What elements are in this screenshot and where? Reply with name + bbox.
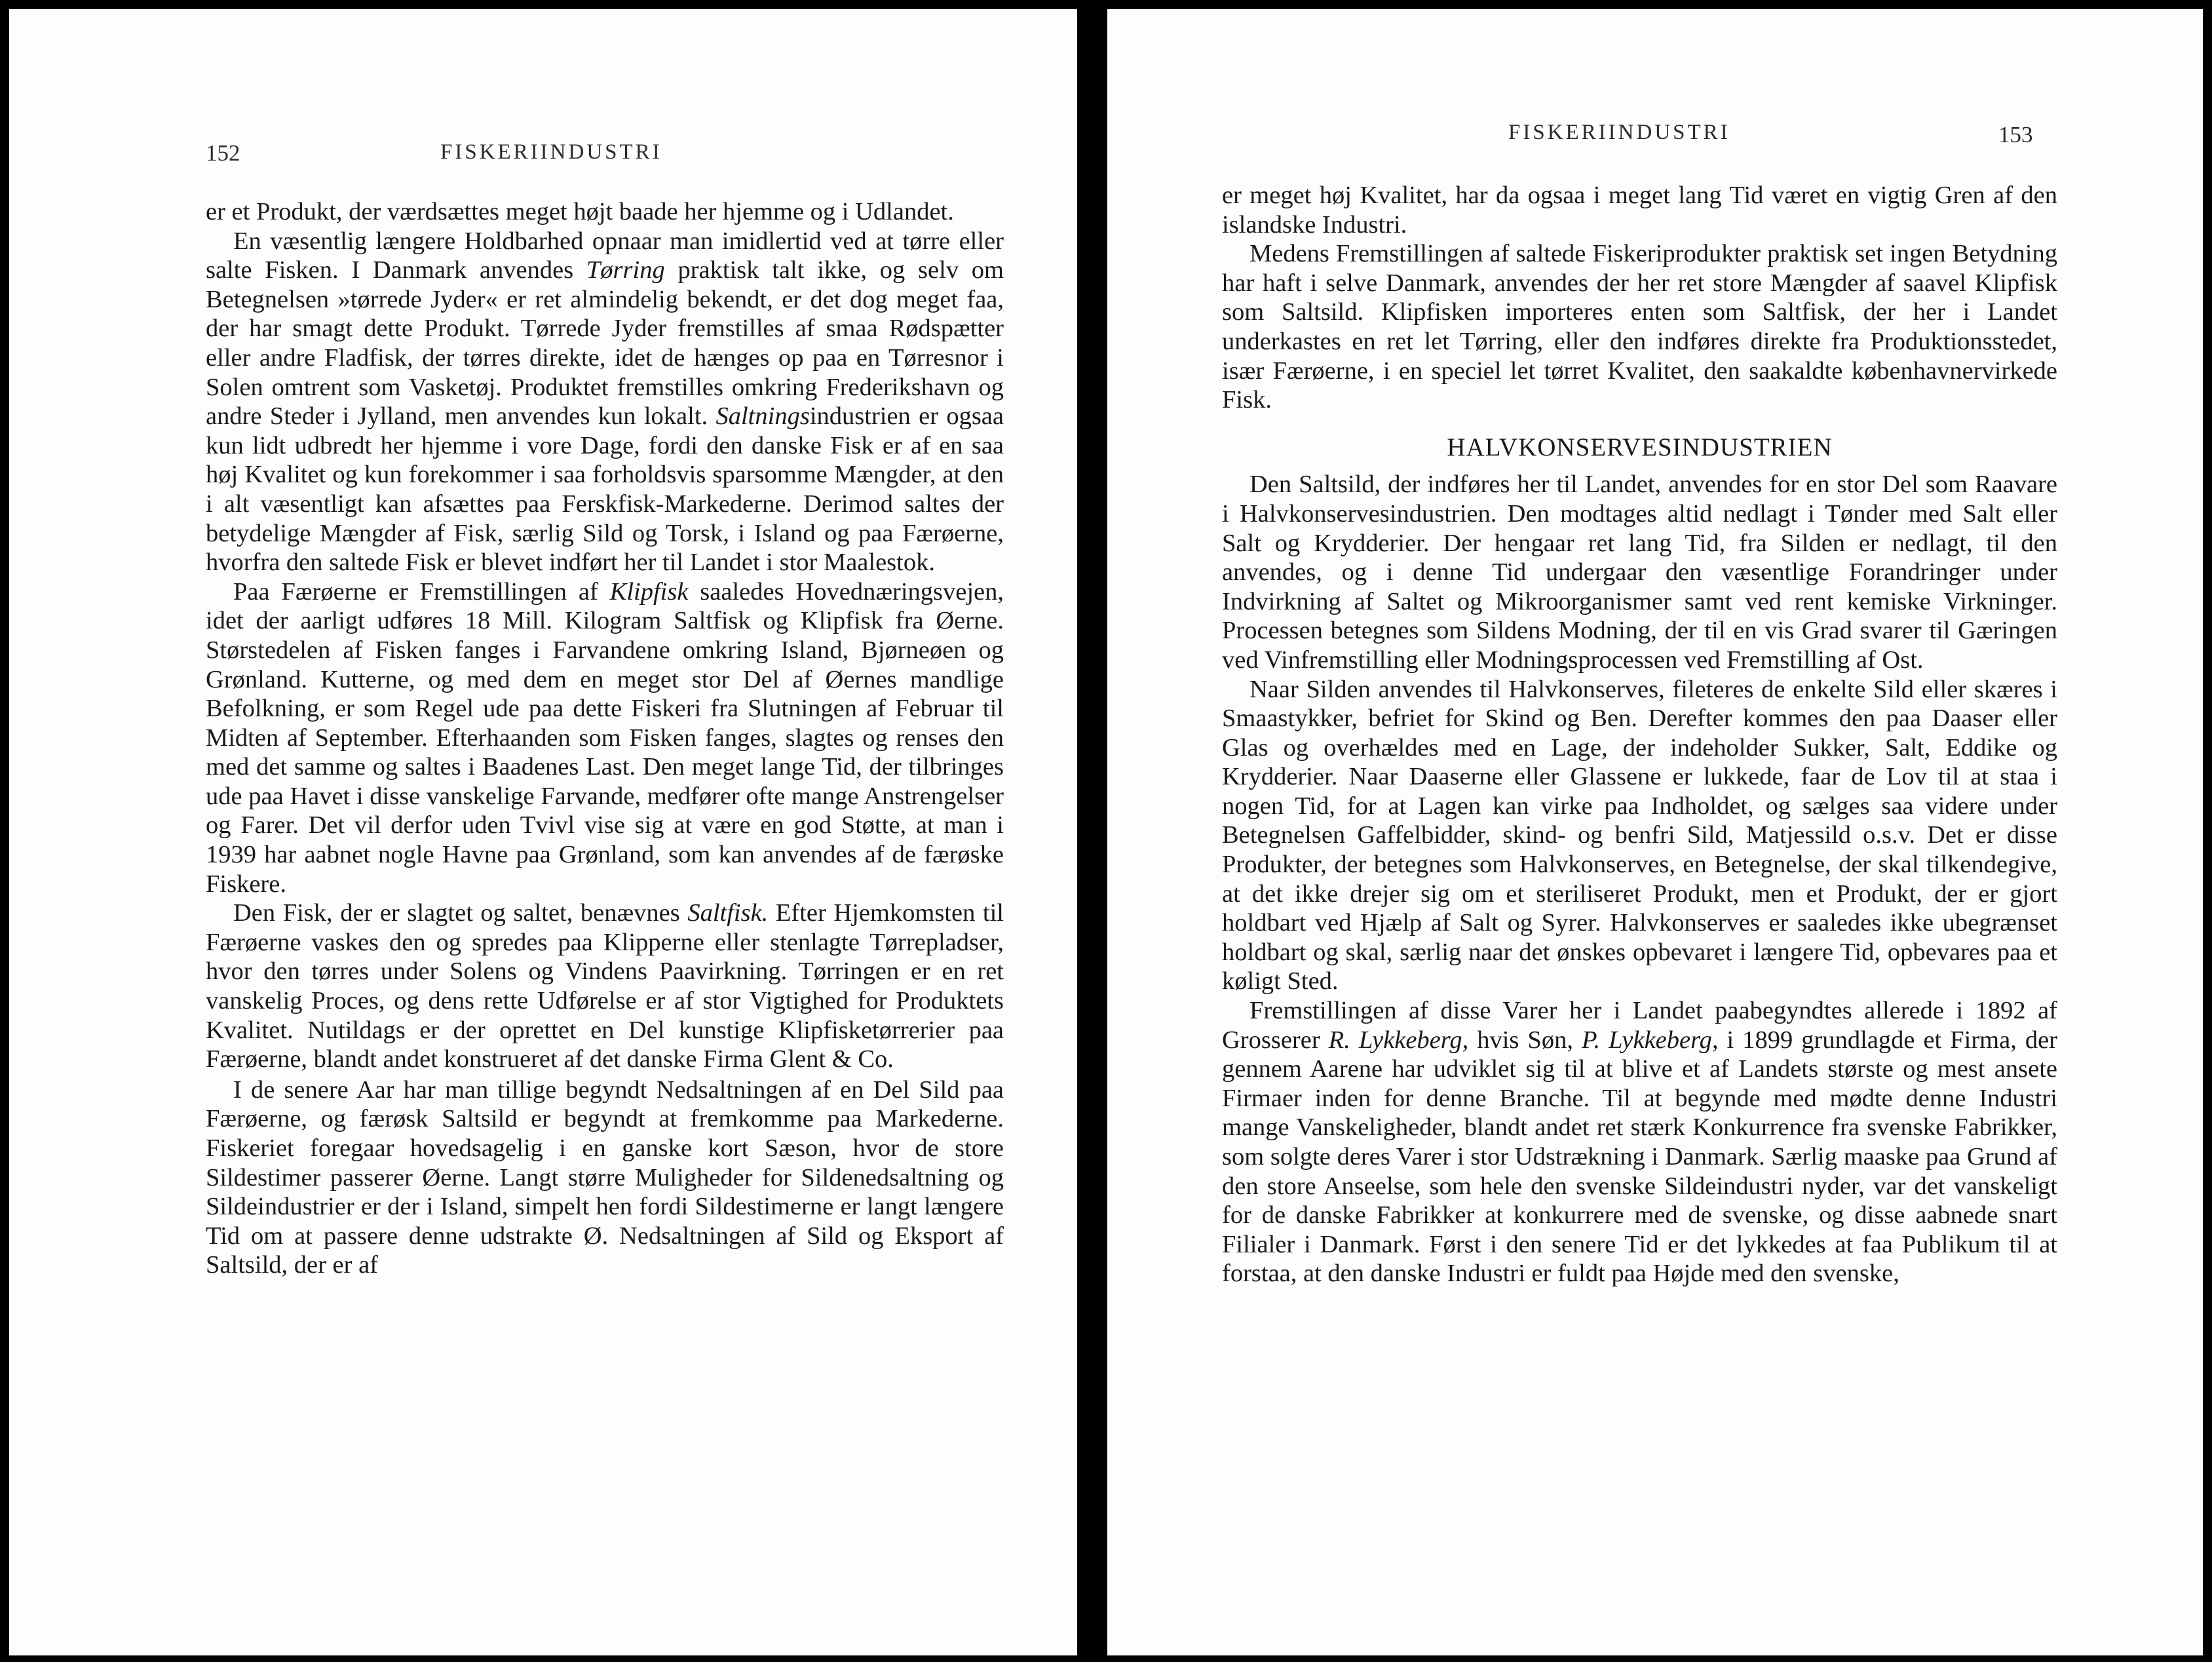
- emphasis: R. Lykkeberg,: [1328, 1026, 1469, 1054]
- right-page: [1107, 9, 2203, 1655]
- paragraph: I de senere Aar har man tillige begyndt Nedsaltningen af en Del Sild paa Færøerne, og færøsk Saltsild er begyndt at fremkomme paa Markederne. Fiskeriet foregaar hovedsagelig i en ganske kort Sæson, hvor de store Sildestimer passerer Øerne. Langt større Muligheder for Sildenedsaltning og Sildeindustrier er der i Island, simpelt hen fordi Sildestimerne er langt længere Tid om at passere denne udstrakte Ø. Nedsaltningen af Sild og Eksport af Saltsild, der er af: [206, 1075, 1004, 1279]
- running-header: FISKERIINDUSTRI: [1508, 121, 1730, 144]
- left-page: [9, 9, 1077, 1655]
- running-header: FISKERIINDUSTRI: [440, 140, 662, 164]
- page-body: [206, 197, 1004, 1280]
- paragraph: er meget høj Kvalitet, har da ogsaa i meget lang Tid været en vigtig Gren af den islandske Industri.: [1222, 182, 2057, 239]
- emphasis: Saltfisk.: [687, 899, 769, 927]
- emphasis: Tørring: [586, 256, 665, 284]
- emphasis: Klipfisk: [609, 577, 689, 606]
- section-title: HALVKONSERVESINDUSTRIEN: [1447, 433, 1833, 461]
- paragraph: Den Saltsild, der indføres her til Landet, anvendes for en stor Del som Raavare i Halvkonservesindustrien. Den modtages altid nedlagt i Tønder med Salt eller Salt og Krydderier. Der hengaar ret lang Tid, fra Silden er nedlagt, til den anvendes, og i denne Tid undergaar den væsentlige Forandringer under Indvirkning af Saltet og Mikroorganismer samt ved rent kemiske Virkninger. Processen betegnes som Sildens Modning, der til en vis Grad svarer til Gæringen ved Vinfremstilling eller Modningsprocessen ved Fremstilling af Ost.: [1222, 471, 2057, 674]
- paragraph: Paa Færøerne er Fremstillingen af Klipfisk saaledes Hovednæringsvejen, idet der aarligt udføres 18 Mill. Kilogram Saltfisk og Klipfisk fra Øerne. Størstedelen af Fisken fanges i Farvandene omkring Island, Bjørneøen og Grønland. Kutterne, og med dem en meget stor Del af Øernes mandlige Befolkning, er som Regel ude paa dette Fiskeri fra Slutningen af Februar til Midten af September. Efterhaanden som Fisken fanges, slagtes og renses den med det samme og saltes i Baadenes Last. Den meget lange Tid, der tilbringes ude paa Havet i disse vanskelige Farvande, medfører ofte mange Anstrengelser og Farer. Det vil derfor uden Tvivl vise sig at være en god Støtte, at man i 1939 har aabnet nogle Havne paa Grønland, som kan anvendes af de færøske Fiskere.: [206, 577, 1004, 898]
- paragraph: Fremstillingen af disse Varer her i Landet paabegyndtes allerede i 1892 af Grosserer R. Lykkeberg, hvis Søn, P. Lykkeberg, i 1899 grundlagde et Firma, der gennem Aarene har udviklet sig til at blive et af Landets største og mest ansete Firmaer inden for denne Branche. Til at begynde med mødte denne Industri mange Vanskeligheder, blandt andet ret stærk Konkurrence fra svenske Fabrikker, som solgte deres Varer i stor Udstrækning i Danmark. Særlig maaske paa Grund af den store Anseelse, som hele den svenske Sildeindustri nyder, var det vanskeligt for de danske Fabrikker at konkurrere med de svenske, og disse aabnede snart Filialer i Danmark. Først i den senere Tid er det lykkedes at faa Publikum til at forstaa, at den danske Industri er fuldt paa Højde med den svenske,: [1222, 997, 2057, 1288]
- page-number: 153: [1998, 122, 2033, 147]
- paragraph: er et Produkt, der værdsættes meget højt baade her hjemme og i Udlandet.: [206, 198, 954, 225]
- paragraph: Medens Fremstillingen af saltede Fiskeriprodukter praktisk set ingen Betydning har haft i selve Danmark, anvendes der her ret store Mængder af saavel Klipfisk som Saltsild. Klipfisken importeres enten som Saltfisk, der her i Landet underkastes en ret let Tørring, eller den indføres direkte fra Produktionsstedet, især Færøerne, i en speciel let tørret Kvalitet, den saakaldte københavnervirkede Fisk.: [1222, 240, 2057, 414]
- emphasis: P. Lykkeberg,: [1581, 1026, 1719, 1054]
- paragraph: Den Fisk, der er slagtet og saltet, benævnes Saltfisk. Efter Hjemkomsten til Færøerne vaskes den og spredes paa Klipperne eller stenlagte Tørrepladser, hvor den tørres under Solens og Vindens Paavirkning. Tørringen er en ret vanskelig Proces, og dens rette Udførelse er af stor Vigtighed for Produktets Kvalitet. Nutildags er der oprettet en Del kunstige Klipfisketørrerier paa Færøerne, blandt andet konstrueret af det danske Firma Glent & Co.: [206, 899, 1004, 1073]
- paragraph: Naar Silden anvendes til Halvkonserves, fileteres de enkelte Sild eller skæres i Smaastykker, befriet for Skind og Ben. Derefter kommes den paa Daaser eller Glas og overhældes med en Lage, der indeholder Sukker, Salt, Eddike og Krydderier. Naar Daaserne eller Glassene er lukkede, faar de Lov til at staa i nogen Tid, for at Lagen kan virke paa Indholdet, og sælges saa videre under Betegnelsen Gaffelbidder, skind- og benfri Sild, Matjessild o.s.v. Det er disse Produkter, der betegnes som Halvkonserves, en Betegnelse, der skal tilkendegive, at det ikke drejer sig om et steriliseret Produkt, men et Produkt, der er gjort holdbart ved Hjælp af Salt og Syrer. Halvkonserves er saaledes ikke ubegrænset holdbart og skal, særlig naar det ønskes opbevaret i længere Tid, opbevares paa et køligt Sted.: [1222, 675, 2057, 995]
- emphasis: Saltnings: [715, 402, 810, 431]
- paragraph: En væsentlig længere Holdbarhed opnaar man imidlertid ved at tørre eller salte Fisken. I Danmark anvendes Tørring praktisk talt ikke, og selv om Betegnelsen »tørrede Jyder« er ret almindelig bekendt, er det dog meget faa, der har smagt dette Produkt. Tørrede Jyder fremstilles af smaa Rødspætter eller andre Fladfisk, der tørres direkte, idet de hænges op paa en Tørresnor i Solen omtrent som Vasketøj. Produktet fremstilles omkring Frederikshavn og andre Steder i Jylland, men anvendes kun lokalt. Saltningsindustrien er ogsaa kun lidt udbredt her hjemme i vore Dage, fordi den danske Fisk er af en saa høj Kvalitet og kun forekommer i saa forholdsvis sparsomme Mængder, at den i alt væsentligt kan afsættes paa Ferskfisk-Markederne. Derimod saltes der betydelige Mængder af Fisk, særlig Sild og Torsk, i Island og paa Færøerne, hvorfra den saltede Fisk er blevet indført her til Landet i stor Maalestok.: [206, 227, 1004, 577]
- page-body: [1222, 181, 2057, 1288]
- page-number: 152: [206, 140, 240, 166]
